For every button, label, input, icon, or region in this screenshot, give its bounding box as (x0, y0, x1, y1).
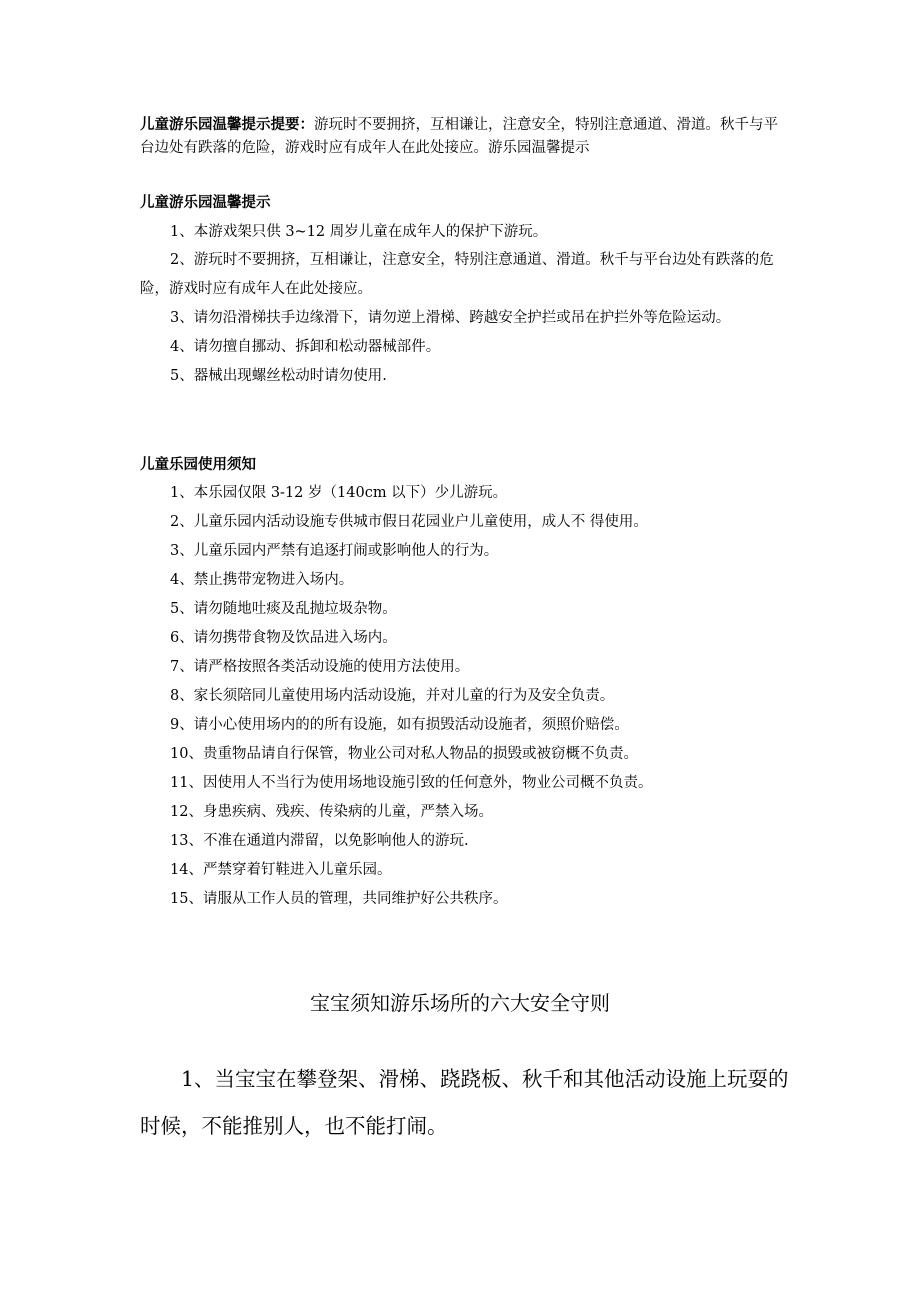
list-item: 2、游玩时不要拥挤，互相谦让，注意安全，特别注意通道、滑道。秋千与平台边处有跌落的危险，游戏时应有成年人在此处接应。 (140, 252, 774, 297)
section-title-tips: 儿童游乐园温馨提示 (140, 194, 271, 211)
list-item: 14、严禁穿着钉鞋进入儿童乐园。 (170, 862, 392, 878)
list-item: 1、本游戏架只供 3~12 周岁儿童在成年人的保护下游玩。 (170, 224, 548, 240)
list-item: 5、请勿随地吐痰及乱抛垃圾杂物。 (170, 601, 397, 617)
list-item: 8、家长须陪同儿童使用场内活动设施，并对儿童的行为及安全负责。 (170, 688, 615, 704)
list-item: 2、儿童乐园内活动设施专供城市假日花园业户儿童使用，成人不 得使用。 (170, 514, 648, 530)
list-item: 13、不准在通道内滞留，以免影响他人的游玩. (170, 833, 469, 849)
rules-list (140, 483, 790, 918)
section-title-safety: 宝宝须知游乐场所的六大安全守则 (310, 991, 610, 1015)
tips-list (140, 222, 790, 395)
list-item: 7、请严格按照各类活动设施的使用方法使用。 (170, 659, 470, 675)
list-item: 10、贵重物品请自行保管，物业公司对私人物品的损毁或被窃概不负责。 (170, 746, 638, 762)
list-item: 11、因使用人不当行为使用场地设施引致的任何意外，物业公司概不负责。 (170, 775, 653, 791)
list-item: 3、请勿沿滑梯扶手边缘滑下，请勿逆上滑梯、跨越安全护拦或吊在护拦外等危险运动。 (170, 310, 731, 326)
list-item: 12、身患疾病、残疾、传染病的儿童，严禁入场。 (170, 804, 493, 820)
list-item: 3、儿童乐园内严禁有追逐打闹或影响他人的行为。 (170, 543, 499, 559)
list-item: 6、请勿携带食物及饮品进入场内。 (170, 630, 397, 646)
list-item: 5、器械出现螺丝松动时请勿使用. (170, 368, 387, 384)
list-item: 15、请服从工作人员的管理，共同维护好公共秩序。 (170, 891, 508, 907)
list-item: 1、本乐园仅限 3-12 岁（140cm 以下）少儿游玩。 (170, 485, 508, 501)
safety-paragraph: 1、当宝宝在攀登架、滑梯、跷跷板、秋千和其他活动设施上玩耍的时候，不能推别人，也不能打闹。 (140, 1067, 789, 1138)
list-item: 4、请勿擅自挪动、拆卸和松动器械部件。 (170, 339, 441, 355)
list-item: 9、请小心使用场内的的所有设施，如有损毁活动设施者，须照价赔偿。 (170, 717, 629, 733)
list-item: 4、禁止携带宠物进入场内。 (170, 572, 354, 588)
summary-body: 游玩时不要拥挤，互相谦让，注意安全，特别注意通道、滑道。秋千与平台边处有跌落的危险，游戏时应有成年人在此处接应。游乐园温馨提示 (140, 117, 778, 156)
summary-lead: 儿童游乐园温馨提示提要： (140, 116, 314, 133)
summary-paragraph (140, 113, 790, 160)
section-title-rules: 儿童乐园使用须知 (140, 456, 256, 473)
